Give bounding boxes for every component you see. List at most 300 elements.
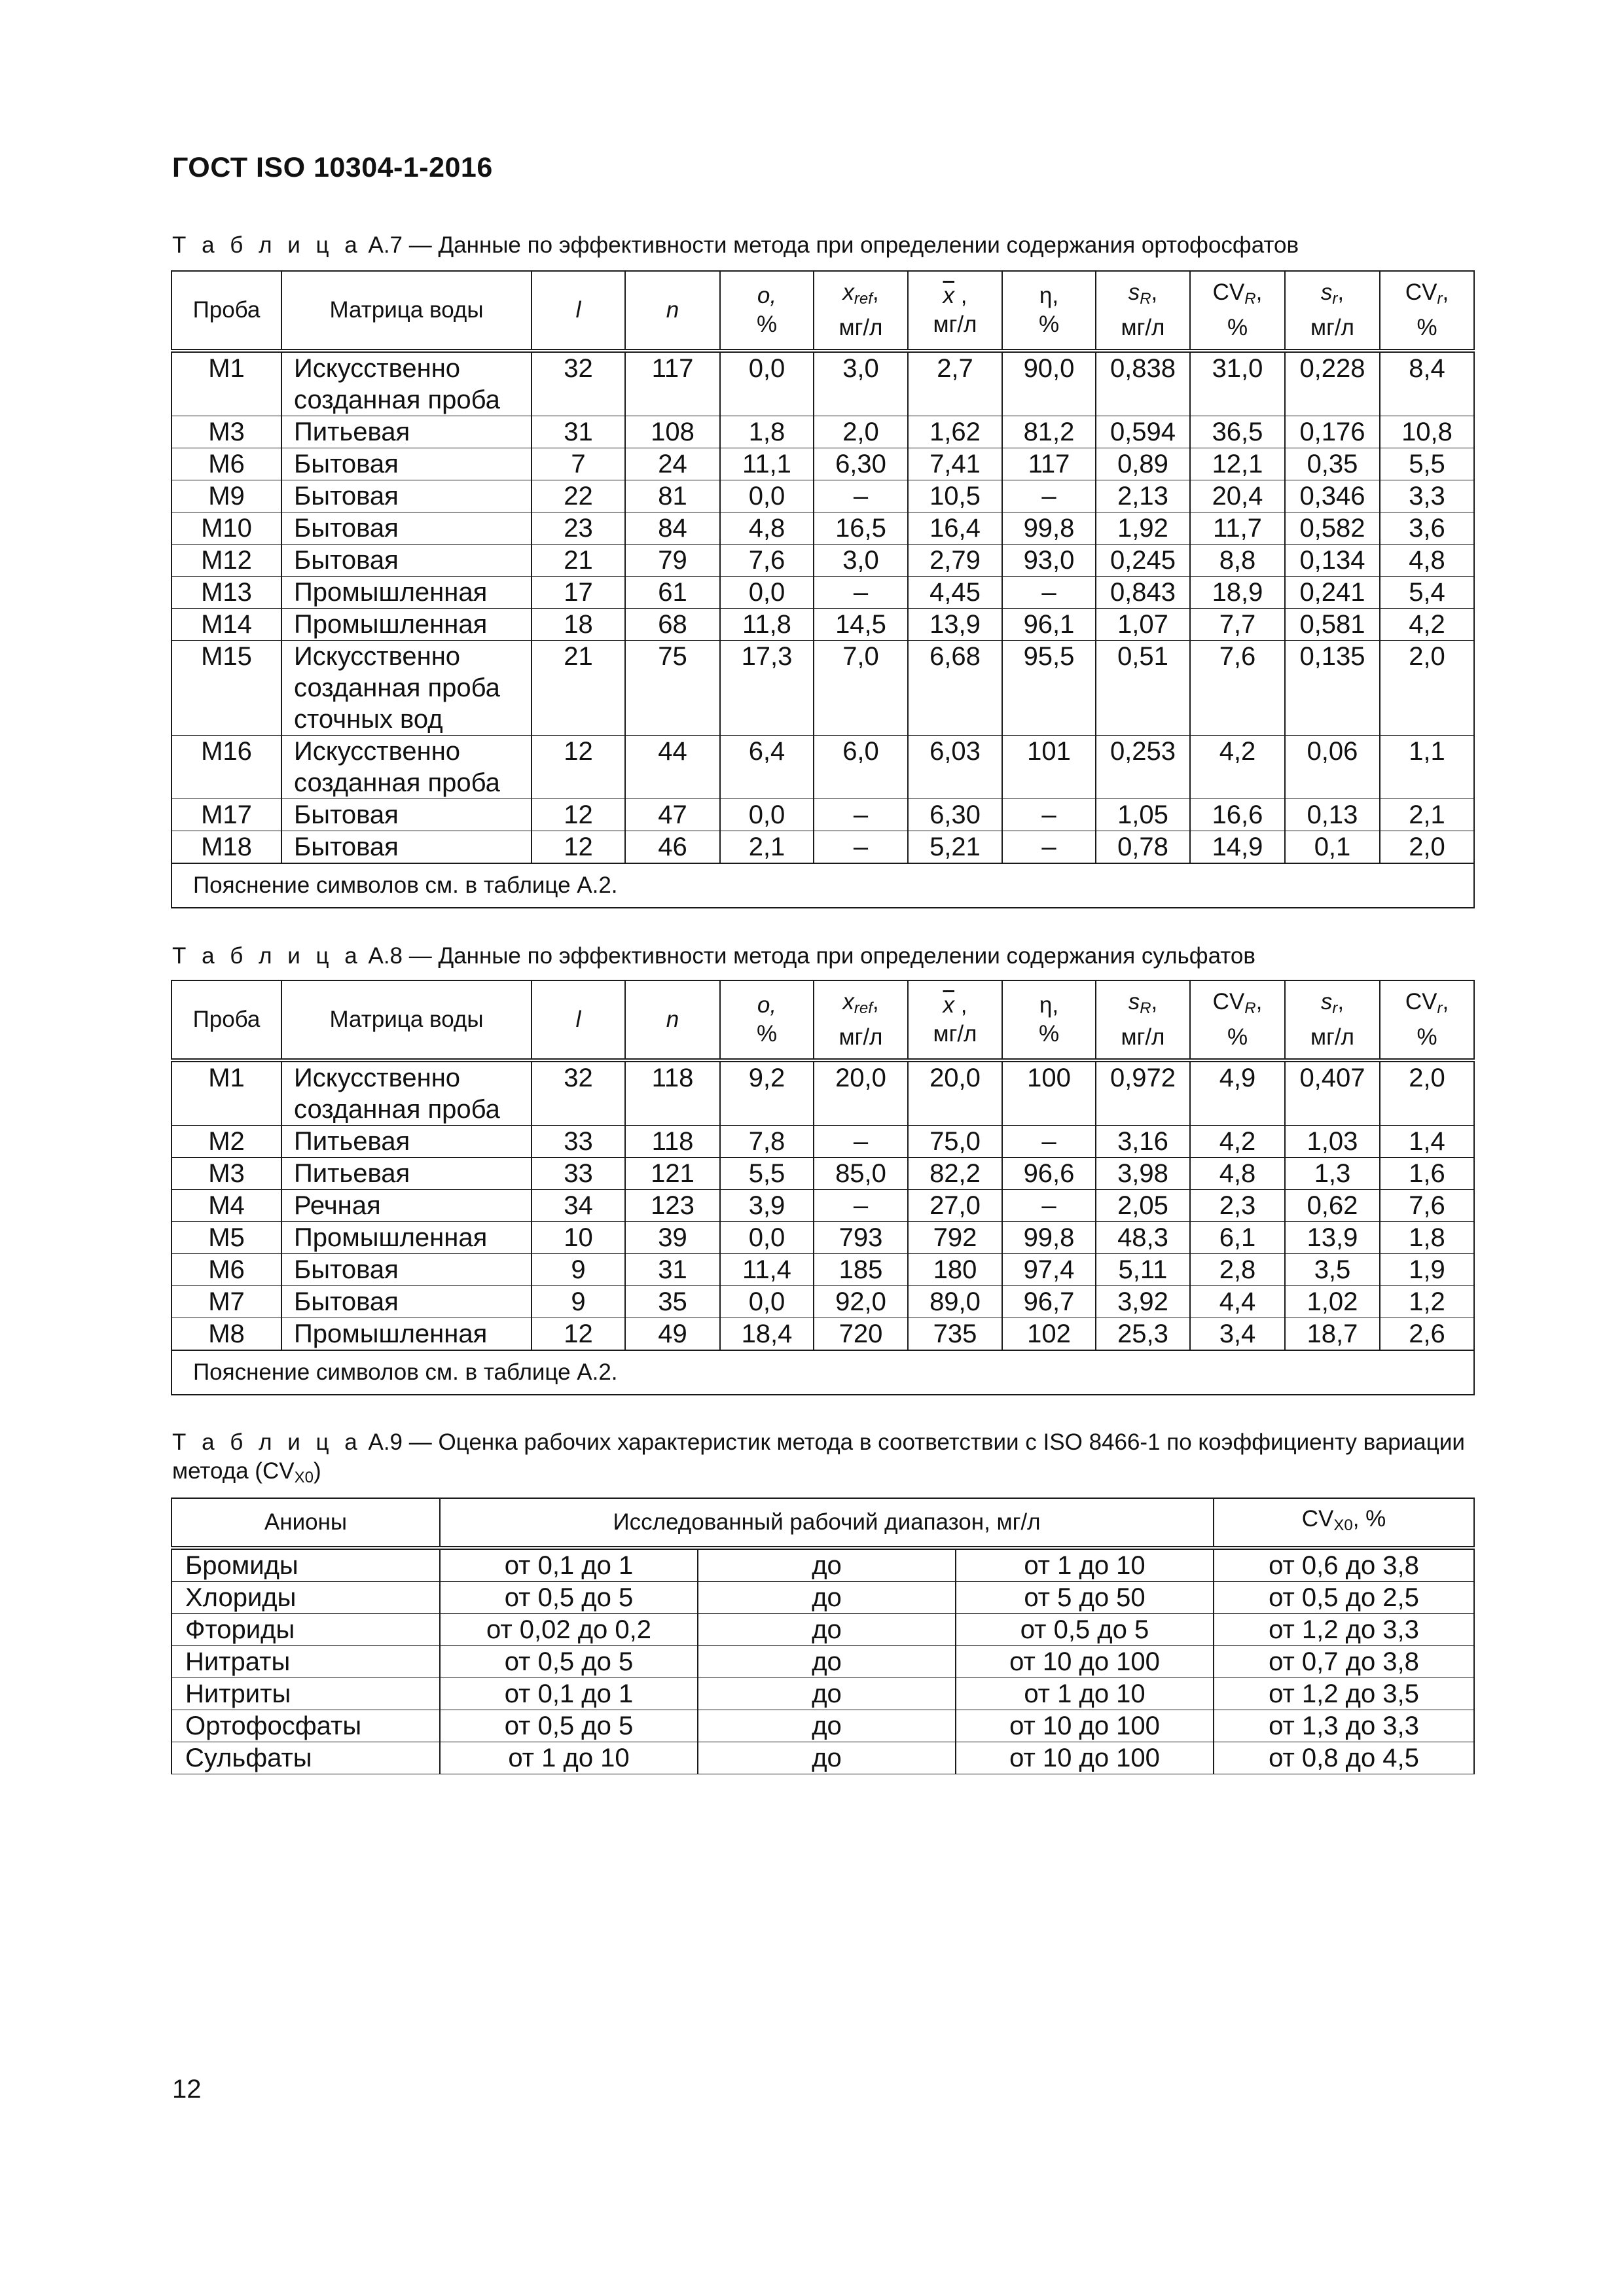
table-row bbox=[171, 1742, 1474, 1774]
table-cell: Промышленная bbox=[281, 609, 532, 641]
table-cell: до bbox=[698, 1582, 956, 1614]
table-cell: 102 bbox=[1002, 1318, 1096, 1351]
table-cell: 20,4 bbox=[1190, 480, 1285, 512]
table-title: А.9 — Оценка рабочих характеристик метода в соответствии с ISO 8466-1 по коэффициенту вариации метода $(CV_{X0})$ bbox=[172, 1429, 1465, 1486]
table-cell: М15 bbox=[171, 641, 281, 736]
table-cell: М4 bbox=[171, 1190, 281, 1222]
table-cell: Искусственно созданная проба bbox=[281, 351, 532, 416]
table-cell: от 0,5 до 5 bbox=[440, 1710, 698, 1742]
table-cell: Бытовая bbox=[281, 799, 532, 831]
header-eta: η, % bbox=[1002, 271, 1096, 351]
table-row bbox=[171, 1318, 1474, 1351]
table-row bbox=[171, 1060, 1474, 1126]
table-cell: от 0,5 до 5 bbox=[440, 1582, 698, 1614]
table-a7 bbox=[171, 270, 1475, 908]
table-row bbox=[171, 1548, 1474, 1582]
table-cell: 22 bbox=[532, 480, 625, 512]
table-cell: 21 bbox=[532, 641, 625, 736]
table-a7-caption bbox=[172, 231, 1475, 260]
table-cell: М13 bbox=[171, 577, 281, 609]
table-cell: Бытовая bbox=[281, 448, 532, 480]
table-cell: 735 bbox=[908, 1318, 1002, 1351]
table-cell: 35 bbox=[625, 1286, 720, 1318]
table-cell: 4,8 bbox=[1380, 545, 1474, 577]
table-cell: от 0,1 до 1 bbox=[440, 1678, 698, 1710]
table-cell: 6,1 bbox=[1190, 1222, 1285, 1254]
table-cell: Бромиды bbox=[171, 1548, 440, 1582]
table-a8 bbox=[171, 980, 1475, 1395]
table-cell: 96,7 bbox=[1002, 1286, 1096, 1318]
table-cell: М2 bbox=[171, 1126, 281, 1158]
table-cell: – bbox=[1002, 1126, 1096, 1158]
table-cell: 0,582 bbox=[1285, 512, 1380, 545]
table-cell: 2,05 bbox=[1096, 1190, 1190, 1222]
table-cell: от 0,6 до 3,8 bbox=[1214, 1548, 1474, 1582]
table-cell: 6,30 bbox=[814, 448, 908, 480]
table-cell: до bbox=[698, 1548, 956, 1582]
table-cell: 0,346 bbox=[1285, 480, 1380, 512]
header-l: l bbox=[532, 271, 625, 351]
table-cell: Питьевая bbox=[281, 416, 532, 448]
table-cell: 101 bbox=[1002, 736, 1096, 799]
table-cell: 100 bbox=[1002, 1060, 1096, 1126]
table-cell: 11,8 bbox=[720, 609, 814, 641]
table-cell: 0,407 bbox=[1285, 1060, 1380, 1126]
table-cell: 2,6 bbox=[1380, 1318, 1474, 1351]
table-cell: 118 bbox=[625, 1126, 720, 1158]
table-cell: 3,16 bbox=[1096, 1126, 1190, 1158]
table-cell: М12 bbox=[171, 545, 281, 577]
table-row bbox=[171, 351, 1474, 416]
table-cell: 31 bbox=[625, 1254, 720, 1286]
table-cell: 79 bbox=[625, 545, 720, 577]
table-cell: 11,4 bbox=[720, 1254, 814, 1286]
table-cell: до bbox=[698, 1742, 956, 1774]
table-cell: Промышленная bbox=[281, 1318, 532, 1351]
table-cell: 75 bbox=[625, 641, 720, 736]
table-cell: М6 bbox=[171, 448, 281, 480]
table-row bbox=[171, 416, 1474, 448]
table-cell: Нитраты bbox=[171, 1646, 440, 1678]
table-cell: 7,6 bbox=[1190, 641, 1285, 736]
table-cell: 108 bbox=[625, 416, 720, 448]
table-cell: 1,03 bbox=[1285, 1126, 1380, 1158]
table-cell: 6,03 bbox=[908, 736, 1002, 799]
table-cell: 2,3 bbox=[1190, 1190, 1285, 1222]
table-cell: от 10 до 100 bbox=[956, 1646, 1214, 1678]
table-cell: 61 bbox=[625, 577, 720, 609]
table-cell: 12,1 bbox=[1190, 448, 1285, 480]
table-cell: до bbox=[698, 1614, 956, 1646]
table-cell: 4,2 bbox=[1190, 736, 1285, 799]
table-cell: 7,7 bbox=[1190, 609, 1285, 641]
header-xref: $x_{ref}$, мг/л bbox=[814, 271, 908, 351]
table-cell: 1,07 bbox=[1096, 609, 1190, 641]
table-cell: 90,0 bbox=[1002, 351, 1096, 416]
table-cell: 2,79 bbox=[908, 545, 1002, 577]
table-cell: – bbox=[814, 1126, 908, 1158]
table-cell: 20,0 bbox=[908, 1060, 1002, 1126]
table-cell: 123 bbox=[625, 1190, 720, 1222]
table-row bbox=[171, 512, 1474, 545]
table-cell: Промышленная bbox=[281, 1222, 532, 1254]
table-row bbox=[171, 577, 1474, 609]
table-cell: 4,9 bbox=[1190, 1060, 1285, 1126]
table-cell: Искусственно созданная проба bbox=[281, 736, 532, 799]
header-probe: Проба bbox=[171, 271, 281, 351]
table-cell: 1,3 bbox=[1285, 1158, 1380, 1190]
table-title: А.7 — Данные по эффективности метода при определении содержания ортофосфатов bbox=[368, 232, 1299, 258]
table-cell: 85,0 bbox=[814, 1158, 908, 1190]
table-cell: – bbox=[814, 799, 908, 831]
table-cell: 84 bbox=[625, 512, 720, 545]
table-cell: М8 bbox=[171, 1318, 281, 1351]
table-cell: от 0,1 до 1 bbox=[440, 1548, 698, 1582]
table-cell: 185 bbox=[814, 1254, 908, 1286]
table-cell: М10 bbox=[171, 512, 281, 545]
document-header: ГОСТ ISO 10304-1-2016 bbox=[172, 152, 493, 183]
table-cell: 13,9 bbox=[908, 609, 1002, 641]
table-cell: от 1,2 до 3,5 bbox=[1214, 1678, 1474, 1710]
table-row bbox=[171, 1190, 1474, 1222]
table-cell: 2,0 bbox=[1380, 831, 1474, 864]
table-cell: 0,0 bbox=[720, 1222, 814, 1254]
table-row bbox=[171, 1254, 1474, 1286]
table-cell: Нитриты bbox=[171, 1678, 440, 1710]
table-cell: 0,0 bbox=[720, 351, 814, 416]
table-cell: от 0,5 до 5 bbox=[440, 1646, 698, 1678]
table-row bbox=[171, 1678, 1474, 1710]
table-cell: 0,0 bbox=[720, 799, 814, 831]
header-xmean: $\overline{x}$ , мг/л bbox=[908, 980, 1002, 1060]
table-cell: 8,8 bbox=[1190, 545, 1285, 577]
table-cell: от 5 до 50 bbox=[956, 1582, 1214, 1614]
table-cell: 10,8 bbox=[1380, 416, 1474, 448]
table-cell: Искусственно созданная проба bbox=[281, 1060, 532, 1126]
header-cvr: $CV_r$, % bbox=[1380, 980, 1474, 1060]
table-title: А.8 — Данные по эффективности метода при определении содержания сульфатов bbox=[368, 943, 1255, 969]
table-cell: – bbox=[1002, 799, 1096, 831]
table-cell: 0,0 bbox=[720, 1286, 814, 1318]
table-cell: 7,8 bbox=[720, 1126, 814, 1158]
table-cell: Питьевая bbox=[281, 1126, 532, 1158]
header-o: o, % bbox=[720, 271, 814, 351]
table-row bbox=[171, 1614, 1474, 1646]
table-cell: 1,4 bbox=[1380, 1126, 1474, 1158]
table-cell: 3,6 bbox=[1380, 512, 1474, 545]
table-cell: 12 bbox=[532, 831, 625, 864]
table-cell: 0,581 bbox=[1285, 609, 1380, 641]
table-cell: 0,0 bbox=[720, 480, 814, 512]
table-cell: 12 bbox=[532, 799, 625, 831]
table-row bbox=[171, 799, 1474, 831]
table-cell: 39 bbox=[625, 1222, 720, 1254]
table-cell: М3 bbox=[171, 1158, 281, 1190]
table-cell: 8,4 bbox=[1380, 351, 1474, 416]
table-cell: 0,13 bbox=[1285, 799, 1380, 831]
header-cvx0: $CV_{X0}$, % bbox=[1214, 1498, 1474, 1548]
table-cell: 0,35 bbox=[1285, 448, 1380, 480]
table-label: Т а б л и ц а bbox=[172, 943, 362, 969]
table-cell: от 0,5 до 2,5 bbox=[1214, 1582, 1474, 1614]
table-cell: 0,89 bbox=[1096, 448, 1190, 480]
table-cell: 48,3 bbox=[1096, 1222, 1190, 1254]
table-cell: 36,5 bbox=[1190, 416, 1285, 448]
table-cell: 1,2 bbox=[1380, 1286, 1474, 1318]
table-cell: от 1 до 10 bbox=[956, 1548, 1214, 1582]
table-cell: 7 bbox=[532, 448, 625, 480]
table-cell: 31,0 bbox=[1190, 351, 1285, 416]
table-cell: 21 bbox=[532, 545, 625, 577]
table-cell: 7,6 bbox=[720, 545, 814, 577]
header-anions: Анионы bbox=[171, 1498, 440, 1548]
table-cell: 97,4 bbox=[1002, 1254, 1096, 1286]
table-cell: 118 bbox=[625, 1060, 720, 1126]
table-header bbox=[171, 1498, 1474, 1548]
table-cell: 5,5 bbox=[720, 1158, 814, 1190]
table-cell: 0,78 bbox=[1096, 831, 1190, 864]
table-cell: 0,838 bbox=[1096, 351, 1190, 416]
table-cell: 4,4 bbox=[1190, 1286, 1285, 1318]
header-sr: $s_r$, мг/л bbox=[1285, 271, 1380, 351]
table-cell: 1,6 bbox=[1380, 1158, 1474, 1190]
table-cell: 0,594 bbox=[1096, 416, 1190, 448]
table-cell: 3,0 bbox=[814, 351, 908, 416]
table-header bbox=[171, 980, 1474, 1060]
table-cell: 2,0 bbox=[1380, 641, 1474, 736]
table-cell: 2,0 bbox=[814, 416, 908, 448]
table-cell: от 1 до 10 bbox=[956, 1678, 1214, 1710]
table-cell: 11,1 bbox=[720, 448, 814, 480]
table-cell: Бытовая bbox=[281, 1286, 532, 1318]
table-cell: 1,62 bbox=[908, 416, 1002, 448]
table-cell: 3,3 bbox=[1380, 480, 1474, 512]
table-cell: 5,21 bbox=[908, 831, 1002, 864]
table-cell: Бытовая bbox=[281, 831, 532, 864]
table-cell: 1,92 bbox=[1096, 512, 1190, 545]
table-cell: 20,0 bbox=[814, 1060, 908, 1126]
table-cell: 4,2 bbox=[1380, 609, 1474, 641]
table-cell: 5,4 bbox=[1380, 577, 1474, 609]
table-cell: 3,5 bbox=[1285, 1254, 1380, 1286]
table-cell: 1,9 bbox=[1380, 1254, 1474, 1286]
table-cell: 32 bbox=[532, 1060, 625, 1126]
table-cell: от 0,8 до 4,5 bbox=[1214, 1742, 1474, 1774]
table-a8-caption bbox=[172, 942, 1475, 971]
table-row bbox=[171, 1222, 1474, 1254]
header-sR: $s_R$, мг/л bbox=[1096, 980, 1190, 1060]
table-cell: 47 bbox=[625, 799, 720, 831]
table-cell: 720 bbox=[814, 1318, 908, 1351]
table-cell: 82,2 bbox=[908, 1158, 1002, 1190]
header-cvR: $CV_R$, % bbox=[1190, 980, 1285, 1060]
table-cell: – bbox=[1002, 480, 1096, 512]
header-matrix: Матрица воды bbox=[281, 980, 532, 1060]
table-row bbox=[171, 448, 1474, 480]
table-row bbox=[171, 641, 1474, 736]
table-cell: 24 bbox=[625, 448, 720, 480]
table-cell: – bbox=[814, 1190, 908, 1222]
table-cell: 0,241 bbox=[1285, 577, 1380, 609]
table-cell: 793 bbox=[814, 1222, 908, 1254]
table-cell: 16,5 bbox=[814, 512, 908, 545]
table-cell: 9 bbox=[532, 1254, 625, 1286]
table-cell: 0,1 bbox=[1285, 831, 1380, 864]
header-cvR: $CV_R$, % bbox=[1190, 271, 1285, 351]
table-cell: – bbox=[1002, 1190, 1096, 1222]
table-cell: 81,2 bbox=[1002, 416, 1096, 448]
table-a9 bbox=[171, 1498, 1475, 1774]
table-cell: 12 bbox=[532, 1318, 625, 1351]
table-cell: – bbox=[814, 480, 908, 512]
header-o: o, % bbox=[720, 980, 814, 1060]
table-cell: 49 bbox=[625, 1318, 720, 1351]
table-cell: 89,0 bbox=[908, 1286, 1002, 1318]
table-cell: 3,4 bbox=[1190, 1318, 1285, 1351]
table-cell: 95,5 bbox=[1002, 641, 1096, 736]
table-cell: 3,0 bbox=[814, 545, 908, 577]
header-range: Исследованный рабочий диапазон, мг/л bbox=[440, 1498, 1214, 1548]
table-cell: 75,0 bbox=[908, 1126, 1002, 1158]
table-cell: 0,176 bbox=[1285, 416, 1380, 448]
table-cell: 3,92 bbox=[1096, 1286, 1190, 1318]
header-sr: $s_r$, мг/л bbox=[1285, 980, 1380, 1060]
table-note: Пояснение символов см. в таблице А.2. bbox=[171, 863, 1474, 908]
table-cell: до bbox=[698, 1646, 956, 1678]
table-cell: 10,5 bbox=[908, 480, 1002, 512]
table-body bbox=[171, 1548, 1474, 1774]
table-cell: 180 bbox=[908, 1254, 1002, 1286]
header-xmean: $\overline{x}$ , мг/л bbox=[908, 271, 1002, 351]
table-cell: 0,843 bbox=[1096, 577, 1190, 609]
table-cell: 0,972 bbox=[1096, 1060, 1190, 1126]
table-cell: 4,8 bbox=[1190, 1158, 1285, 1190]
table-cell: 31 bbox=[532, 416, 625, 448]
table-cell: Бытовая bbox=[281, 480, 532, 512]
header-l: l bbox=[532, 980, 625, 1060]
table-cell: 96,1 bbox=[1002, 609, 1096, 641]
table-cell: М14 bbox=[171, 609, 281, 641]
header-matrix: Матрица воды bbox=[281, 271, 532, 351]
header-n: n bbox=[625, 271, 720, 351]
table-cell: – bbox=[814, 577, 908, 609]
header-cvr: $CV_r$, % bbox=[1380, 271, 1474, 351]
table-cell: от 0,7 до 3,8 bbox=[1214, 1646, 1474, 1678]
table-cell: 2,0 bbox=[1380, 1060, 1474, 1126]
table-row bbox=[171, 1710, 1474, 1742]
table-cell: 16,6 bbox=[1190, 799, 1285, 831]
table-cell: 10 bbox=[532, 1222, 625, 1254]
table-cell: М17 bbox=[171, 799, 281, 831]
table-cell: 2,1 bbox=[720, 831, 814, 864]
table-row bbox=[171, 609, 1474, 641]
table-row bbox=[171, 1582, 1474, 1614]
table-cell: 7,6 bbox=[1380, 1190, 1474, 1222]
table-cell: М1 bbox=[171, 1060, 281, 1126]
table-cell: 18 bbox=[532, 609, 625, 641]
table-cell: от 10 до 100 bbox=[956, 1742, 1214, 1774]
header-sR: $s_R$, мг/л bbox=[1096, 271, 1190, 351]
table-cell: Хлориды bbox=[171, 1582, 440, 1614]
table-cell: 0,134 bbox=[1285, 545, 1380, 577]
table-cell: 117 bbox=[1002, 448, 1096, 480]
table-cell: М7 bbox=[171, 1286, 281, 1318]
table-cell: 0,245 bbox=[1096, 545, 1190, 577]
table-cell: 6,30 bbox=[908, 799, 1002, 831]
table-cell: до bbox=[698, 1678, 956, 1710]
table-cell: от 1 до 10 bbox=[440, 1742, 698, 1774]
table-cell: М16 bbox=[171, 736, 281, 799]
table-cell: Бытовая bbox=[281, 545, 532, 577]
table-cell: Питьевая bbox=[281, 1158, 532, 1190]
table-cell: 6,4 bbox=[720, 736, 814, 799]
table-cell: 4,8 bbox=[720, 512, 814, 545]
table-cell: 0,0 bbox=[720, 577, 814, 609]
table-cell: 3,98 bbox=[1096, 1158, 1190, 1190]
table-cell: 81 bbox=[625, 480, 720, 512]
header-n: n bbox=[625, 980, 720, 1060]
table-row bbox=[171, 1286, 1474, 1318]
table-row bbox=[171, 736, 1474, 799]
table-cell: 1,02 bbox=[1285, 1286, 1380, 1318]
table-cell: М6 bbox=[171, 1254, 281, 1286]
table-cell: 0,135 bbox=[1285, 641, 1380, 736]
table-cell: 2,13 bbox=[1096, 480, 1190, 512]
table-cell: – bbox=[1002, 577, 1096, 609]
table-cell: 1,05 bbox=[1096, 799, 1190, 831]
table-cell: 18,9 bbox=[1190, 577, 1285, 609]
table-cell: 27,0 bbox=[908, 1190, 1002, 1222]
table-cell: Речная bbox=[281, 1190, 532, 1222]
table-body bbox=[171, 1060, 1474, 1350]
table-cell: 1,8 bbox=[720, 416, 814, 448]
table-cell: 32 bbox=[532, 351, 625, 416]
table-cell: 6,68 bbox=[908, 641, 1002, 736]
table-cell: Бытовая bbox=[281, 512, 532, 545]
table-cell: 93,0 bbox=[1002, 545, 1096, 577]
table-cell: 9 bbox=[532, 1286, 625, 1318]
table-cell: 121 bbox=[625, 1158, 720, 1190]
table-cell: 44 bbox=[625, 736, 720, 799]
table-cell: от 0,02 до 0,2 bbox=[440, 1614, 698, 1646]
table-cell: – bbox=[1002, 831, 1096, 864]
table-cell: М5 bbox=[171, 1222, 281, 1254]
table-header bbox=[171, 271, 1474, 351]
table-row bbox=[171, 1126, 1474, 1158]
header-probe: Проба bbox=[171, 980, 281, 1060]
table-note: Пояснение символов см. в таблице А.2. bbox=[171, 1350, 1474, 1395]
table-cell: 16,4 bbox=[908, 512, 1002, 545]
table-cell: М9 bbox=[171, 480, 281, 512]
table-cell: 12 bbox=[532, 736, 625, 799]
table-cell: 99,8 bbox=[1002, 512, 1096, 545]
table-cell: Ортофосфаты bbox=[171, 1710, 440, 1742]
table-cell: 6,0 bbox=[814, 736, 908, 799]
table-cell: М3 bbox=[171, 416, 281, 448]
table-cell: от 1,3 до 3,3 bbox=[1214, 1710, 1474, 1742]
table-cell: 9,2 bbox=[720, 1060, 814, 1126]
header-xref: $x_{ref}$, мг/л bbox=[814, 980, 908, 1060]
table-label: Т а б л и ц а bbox=[172, 232, 362, 258]
table-cell: 68 bbox=[625, 609, 720, 641]
table-cell: 2,7 bbox=[908, 351, 1002, 416]
table-row bbox=[171, 1646, 1474, 1678]
table-cell: 7,41 bbox=[908, 448, 1002, 480]
table-cell: 792 bbox=[908, 1222, 1002, 1254]
table-cell: 0,253 bbox=[1096, 736, 1190, 799]
table-cell: Искусственно созданная проба сточных вод bbox=[281, 641, 532, 736]
table-cell: 14,5 bbox=[814, 609, 908, 641]
